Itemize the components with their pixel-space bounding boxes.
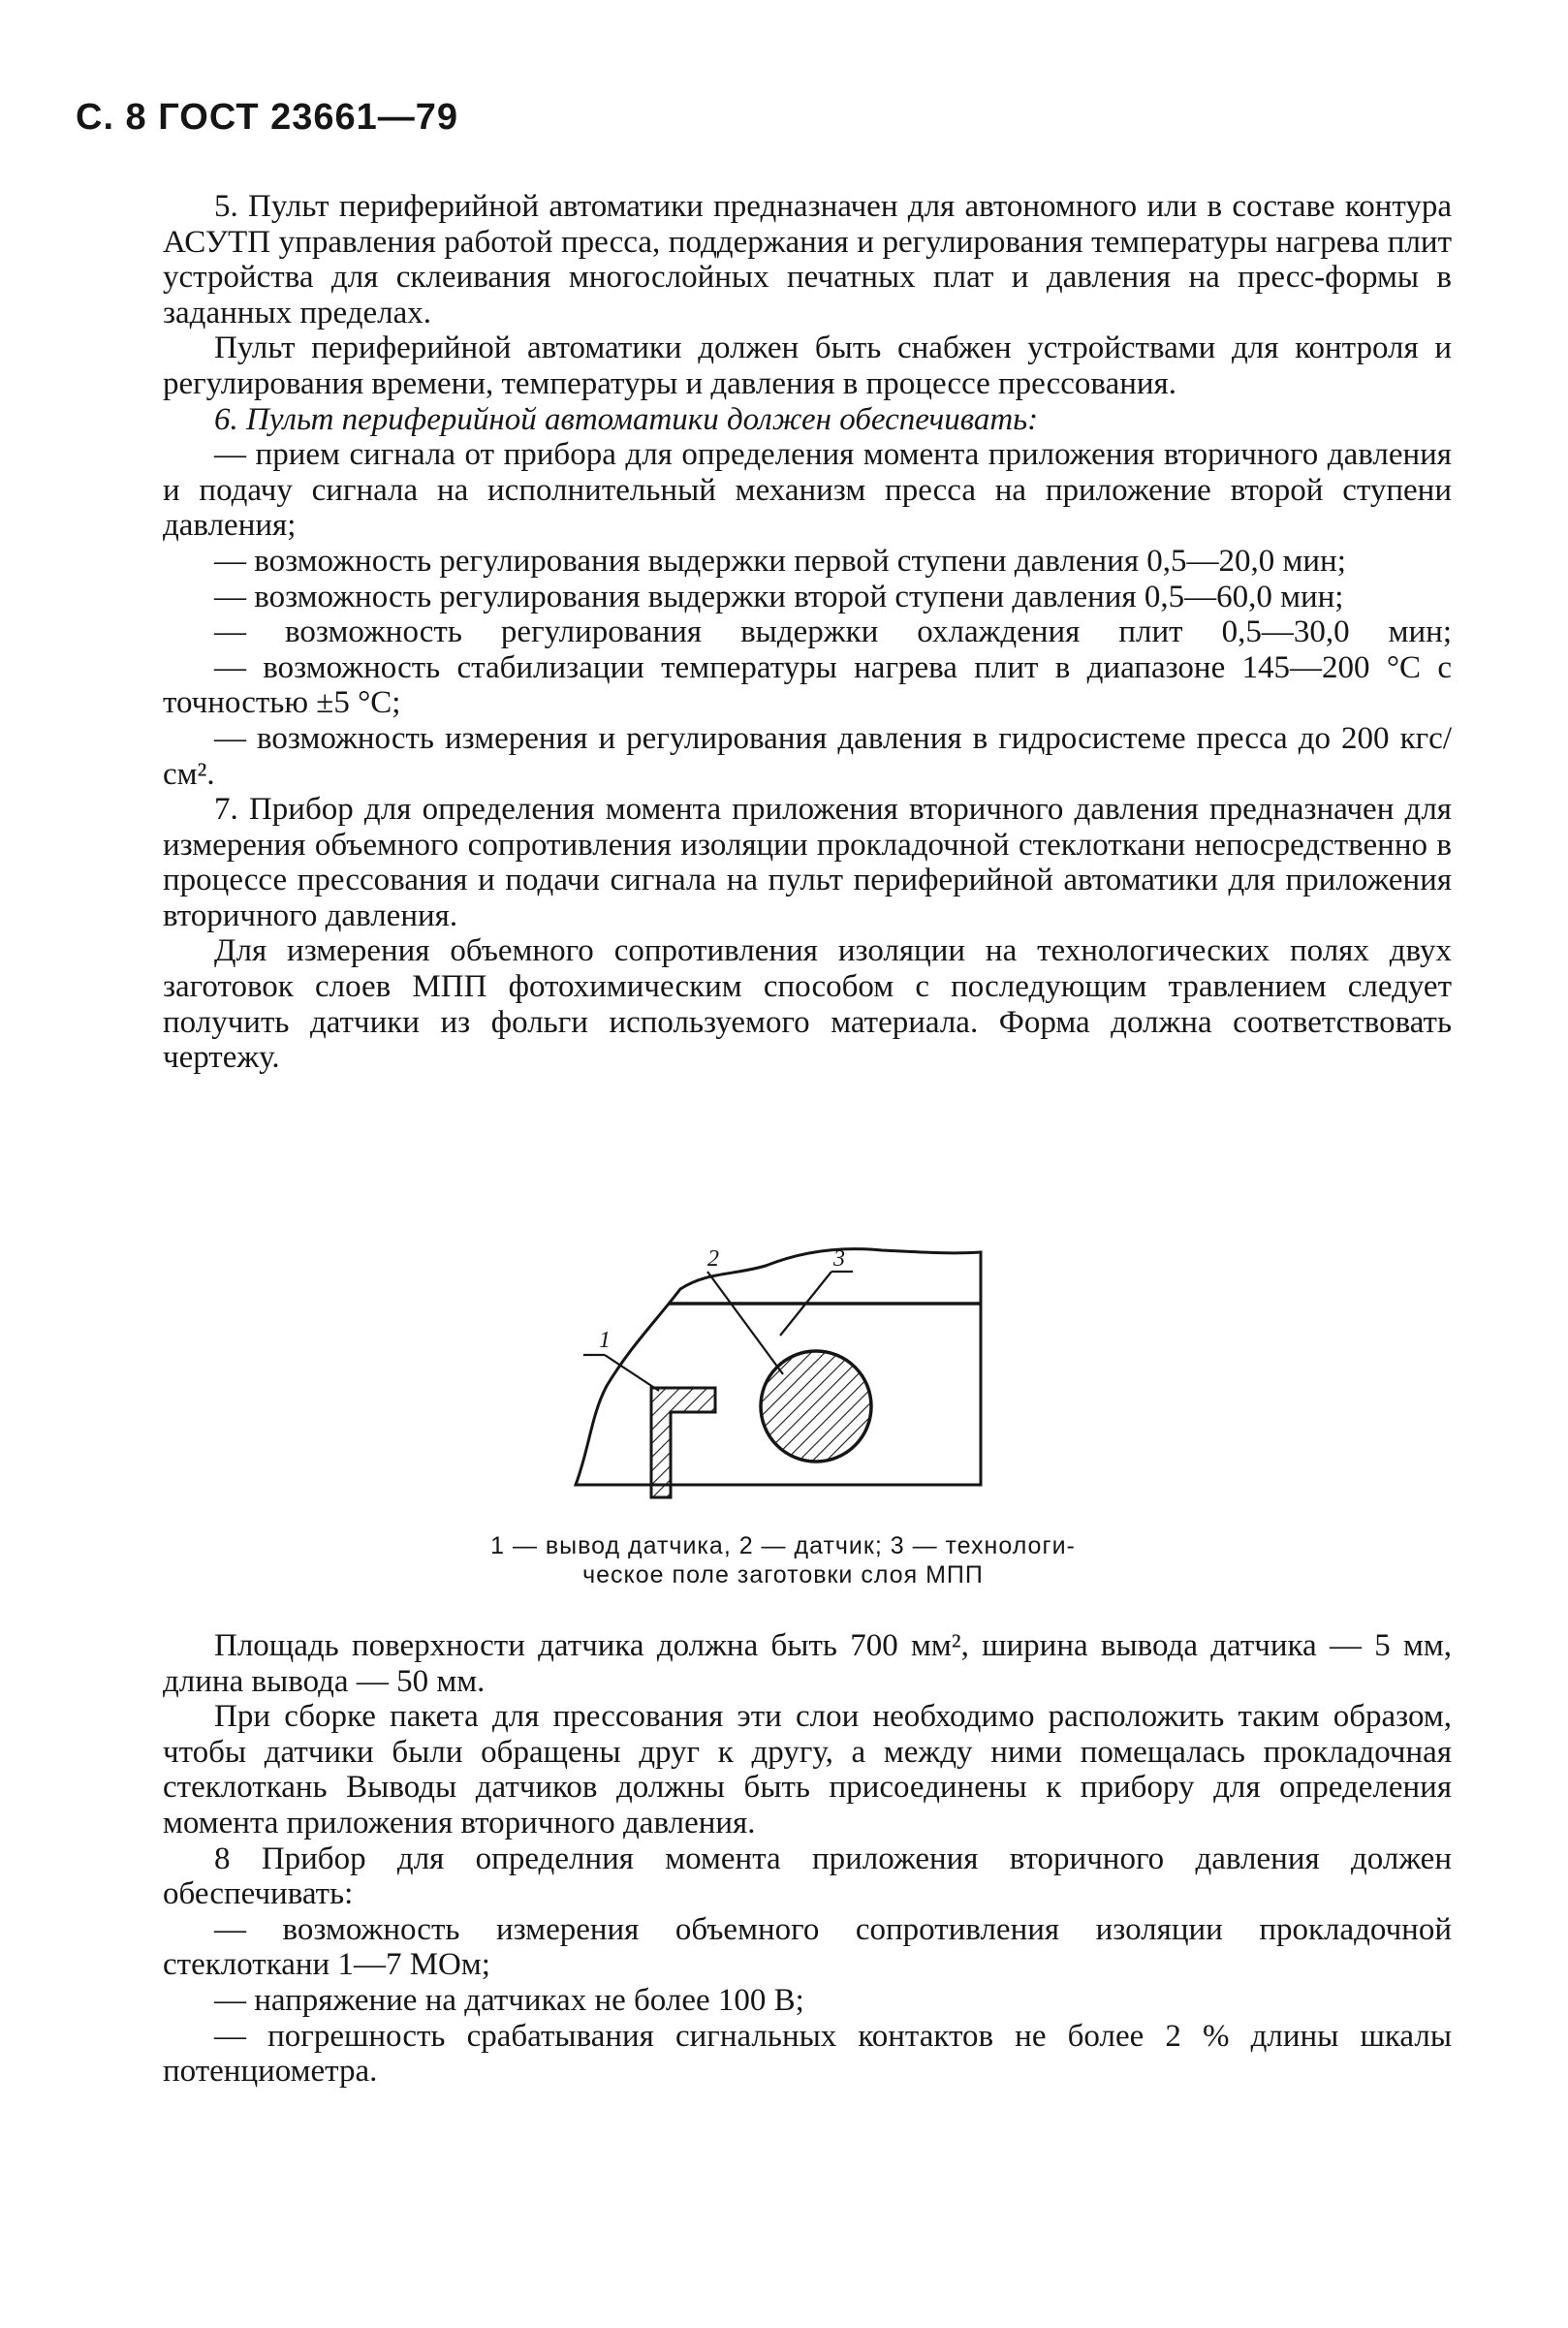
text-block-top: [163, 189, 1452, 1076]
leader-line-2: [707, 1272, 783, 1374]
paragraph: Для измерения объемного сопротивления изоляции на технологических полях двух заготовок слоев МПП фотохимическим способом с последующим травлением следует получить датчики из фольги используемого материала. Форма должна соответствовать чертежу.: [163, 933, 1452, 1076]
paragraph: Площадь поверхности датчика должна быть 700 мм², ширина вывода датчика — 5 мм, длина вывода — 50 мм.: [163, 1628, 1452, 1699]
list-item: — напряжение на датчиках не более 100 В;: [214, 1982, 804, 2018]
figure-label-1: 1: [599, 1328, 611, 1353]
leader-line-1: [605, 1355, 659, 1391]
paragraph: Пульт периферийной автоматики должен быть снабжен устройствами для контроля и регулирования времени, температуры и давления в процессе прессования.: [163, 330, 1452, 401]
figure-label-2: 2: [707, 1246, 719, 1272]
list-item: — возможность регулирования выдержки второй ступени давления 0,5—60,0 мин;: [214, 579, 1344, 614]
page-header: С. 8 ГОСТ 23661—79: [76, 97, 459, 138]
text-block-bottom: [163, 1628, 1452, 2090]
list-item: — возможность стабилизации температуры нагрева плит в диапазоне 145—200 °С с точностью ±5 °С;: [163, 649, 1452, 721]
list-item: — возможность регулирования выдержки первой ступени давления 0,5—20,0 мин;: [214, 543, 1346, 579]
list-item: — прием сигнала от прибора для определения момента приложения вторичного давления и подачу сигнала на исполнительный механизм пресса на приложение второй ступени давления;: [163, 437, 1452, 544]
list-item: — возможность регулирования выдержки охлаждения плит 0,5—30,0 мин;: [214, 614, 1452, 650]
paragraph: 5. Пульт периферийной автоматики предназначен для автономного или в составе контура АСУТП управления работой пресса, поддержания и регулирования температуры нагрева плит устройства для склеивания многослойных печатных плат и давления на пресс-формы в заданных пределах.: [163, 189, 1452, 330]
paragraph: При сборке пакета для прессования эти слои необходимо расположить таким образом, чтобы датчики были обращены друг к другу, а между ними помещалась прокладочная стеклоткань Выводы датчиков должны быть присоединены к прибору для определения момента приложения вторичного давления.: [163, 1699, 1452, 1840]
caption-line-2: ческое поле заготовки слоя МПП: [582, 1561, 984, 1589]
paragraph: 8 Прибор для определния момента приложения вторичного давления должен обеспечивать:: [163, 1840, 1452, 1912]
list-item: — возможность измерения объемного сопротивления изоляции прокладочной стеклоткани 1—7 МОм;: [163, 1911, 1452, 1983]
sensor-drawing: [562, 1231, 1008, 1522]
figure-caption: [395, 1531, 1171, 1589]
list-item: — возможность измерения и регулирования давления в гидросистеме пресса до 200 кгс/см².: [163, 720, 1452, 792]
paragraph: 7. Прибор для определения момента приложения вторичного давления предназначен для измерения объемного сопротивления изоляции прокладочной стеклоткани непосредственно в процессе прессования и подачи сигнала на пульт периферийной автоматики для приложения вторичного давления.: [163, 792, 1452, 933]
paragraph: 6. Пульт периферийной автоматики должен обеспечивать:: [214, 401, 1039, 437]
list-item: — погрешность срабатывания сигнальных контактов не более 2 % длины шкалы потенциометра.: [163, 2018, 1452, 2090]
sensor-lead: [651, 1388, 715, 1497]
figure-label-3: 3: [833, 1246, 845, 1272]
caption-line-1: 1 — вывод датчика, 2 — датчик; 3 — технологи-: [490, 1532, 1076, 1559]
